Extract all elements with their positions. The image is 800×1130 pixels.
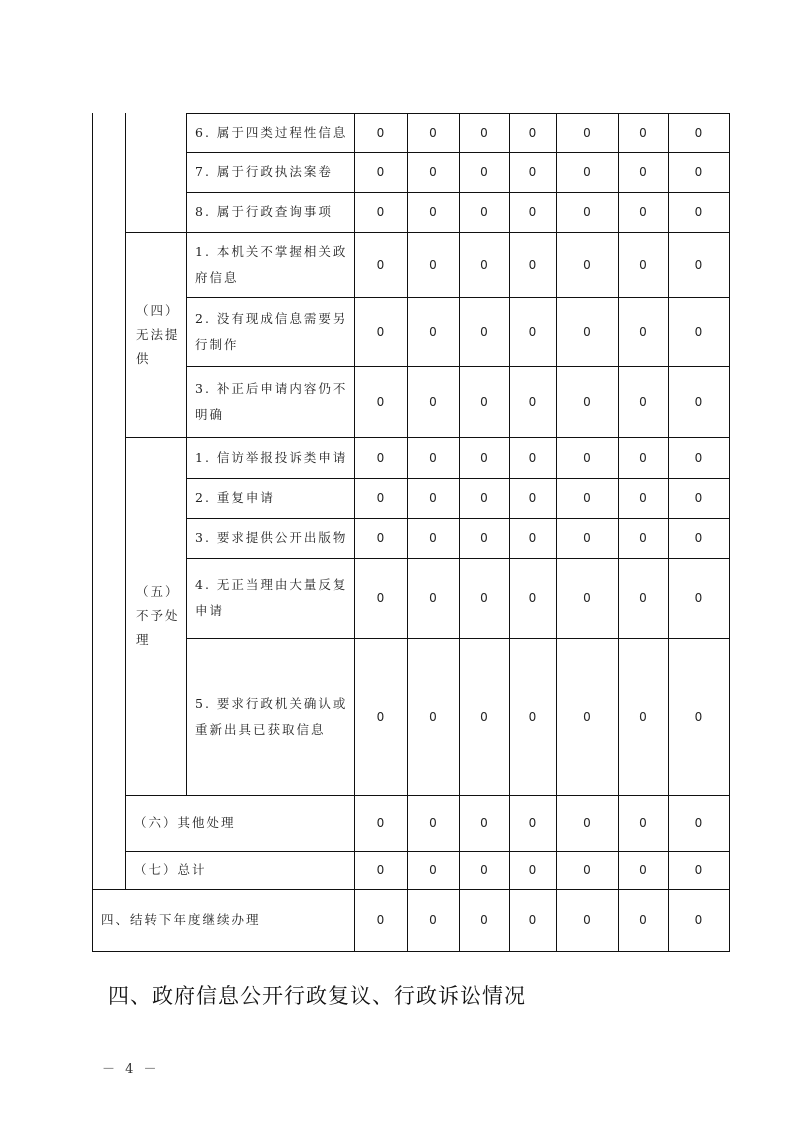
row-border [186, 297, 730, 298]
value-cell: 0 [429, 591, 437, 605]
value-cell: 0 [694, 324, 703, 339]
value-cell: 0 [583, 165, 591, 179]
value-cell: 0 [528, 394, 537, 409]
category-label-line: 无法提 [136, 326, 180, 342]
category-label-line: 不予处 [136, 608, 180, 623]
value-cell: 0 [429, 709, 437, 724]
value-cell: 0 [480, 165, 488, 179]
value-cell: 0 [429, 863, 437, 877]
row-border [186, 638, 730, 639]
value-cell: 0 [528, 531, 537, 545]
value-cell: 0 [429, 165, 437, 179]
row-label: 7. 属于行政执法案卷 [195, 164, 333, 179]
value-cell: 0 [429, 205, 437, 219]
value-cell: 0 [694, 257, 703, 272]
value-cell: 0 [583, 491, 591, 505]
column-border [407, 113, 408, 952]
value-cell: 0 [639, 591, 647, 605]
value-cell: 0 [528, 205, 537, 219]
value-cell: 0 [639, 257, 647, 272]
value-cell: 0 [694, 394, 703, 409]
value-cell: 0 [639, 394, 647, 409]
category-label-line: （四） [136, 302, 180, 318]
value-cell: 0 [376, 125, 385, 140]
value-cell: 0 [376, 863, 385, 877]
value-cell: 0 [376, 165, 385, 179]
value-cell: 0 [376, 591, 385, 605]
row-border [186, 478, 730, 479]
value-cell: 0 [639, 913, 647, 927]
page-number: － 4 － [102, 1062, 160, 1077]
value-cell: 0 [528, 709, 537, 724]
value-cell: 0 [694, 205, 703, 219]
row-label: （六）其他处理 [134, 815, 236, 830]
value-cell: 0 [528, 913, 537, 927]
row-label: 8. 属于行政查询事项 [195, 204, 333, 219]
value-cell: 0 [429, 257, 437, 272]
value-cell: 0 [583, 125, 591, 140]
row-label: 四、结转下年度继续办理 [101, 912, 261, 927]
row-label: 3. 要求提供公开出版物 [195, 530, 348, 545]
row-label: （七）总计 [134, 862, 207, 877]
value-cell: 0 [694, 450, 703, 465]
column-border [729, 113, 730, 952]
value-cell: 0 [639, 165, 647, 179]
column-border [509, 113, 510, 952]
value-cell: 0 [639, 863, 647, 877]
value-cell: 0 [528, 257, 537, 272]
value-cell: 0 [480, 125, 488, 140]
value-cell: 0 [480, 591, 488, 605]
value-cell: 0 [480, 257, 488, 272]
category-label-line: （五） [136, 584, 180, 599]
outer-left-border [92, 113, 93, 952]
value-cell: 0 [583, 394, 591, 409]
value-cell: 0 [639, 816, 647, 830]
row-border [186, 152, 730, 153]
column-border [618, 113, 619, 952]
value-cell: 0 [694, 591, 703, 605]
column-border [459, 113, 460, 952]
row-label: 6. 属于四类过程性信息 [195, 124, 348, 140]
value-cell: 0 [528, 863, 537, 877]
value-cell: 0 [583, 531, 591, 545]
value-cell: 0 [429, 816, 437, 830]
row-label: 4. 无正当理由大量反复申请 [195, 577, 348, 618]
value-cell: 0 [528, 165, 537, 179]
value-cell: 0 [639, 205, 647, 219]
value-cell: 0 [376, 450, 385, 465]
value-cell: 0 [583, 816, 591, 830]
value-cell: 0 [639, 709, 647, 724]
column-border [354, 113, 355, 952]
row-border [186, 366, 730, 367]
value-cell: 0 [480, 394, 488, 409]
value-cell: 0 [583, 205, 591, 219]
value-cell: 0 [583, 709, 591, 724]
value-cell: 0 [376, 491, 385, 505]
row-label: 1. 本机关不掌握相关政府信息 [195, 243, 348, 285]
row-border [125, 795, 730, 796]
value-cell: 0 [480, 450, 488, 465]
row-label: 3. 补正后申请内容仍不明确 [195, 380, 348, 422]
value-cell: 0 [528, 324, 537, 339]
row-border [92, 889, 730, 890]
value-cell: 0 [429, 913, 437, 927]
value-cell: 0 [480, 863, 488, 877]
value-cell: 0 [429, 531, 437, 545]
row-label: 2. 没有现成信息需要另行制作 [195, 310, 348, 352]
row-label: 5. 要求行政机关确认或重新出具已获取信息 [195, 695, 348, 737]
value-cell: 0 [429, 491, 437, 505]
category-cannot-provide [126, 232, 186, 437]
value-cell: 0 [583, 450, 591, 465]
value-cell: 0 [480, 205, 488, 219]
value-cell: 0 [376, 257, 385, 272]
row-border [186, 558, 730, 559]
value-cell: 0 [480, 913, 488, 927]
value-cell: 0 [429, 324, 437, 339]
row-border [186, 518, 730, 519]
value-cell: 0 [528, 591, 537, 605]
value-cell: 0 [694, 531, 703, 545]
row-label: 1. 信访举报投诉类申请 [195, 449, 348, 465]
category-label-line: 供 [136, 350, 151, 366]
value-cell: 0 [429, 394, 437, 409]
column-border [668, 113, 669, 952]
column-border [556, 113, 557, 952]
value-cell: 0 [480, 324, 488, 339]
value-cell: 0 [376, 531, 385, 545]
value-cell: 0 [480, 491, 488, 505]
row-border [92, 951, 730, 952]
value-cell: 0 [429, 450, 437, 465]
category-border [125, 113, 126, 889]
value-cell: 0 [528, 491, 537, 505]
value-cell: 0 [583, 863, 591, 877]
category-label-line: 理 [136, 632, 151, 647]
value-cell: 0 [639, 531, 647, 545]
value-cell: 0 [694, 913, 703, 927]
value-cell: 0 [376, 913, 385, 927]
category-not-processed [126, 437, 186, 795]
row-label: 2. 重复申请 [195, 490, 275, 505]
value-cell: 0 [376, 709, 385, 724]
value-cell: 0 [480, 709, 488, 724]
value-cell: 0 [376, 324, 385, 339]
value-cell: 0 [583, 591, 591, 605]
row-border [125, 232, 730, 233]
value-cell: 0 [694, 816, 703, 830]
subcategory-border [186, 113, 187, 795]
value-cell: 0 [694, 491, 703, 505]
row-border [186, 192, 730, 193]
row-border [125, 851, 730, 852]
section-heading: 四、政府信息公开行政复议、行政诉讼情况 [108, 984, 526, 1008]
value-cell: 0 [376, 205, 385, 219]
value-cell: 0 [694, 863, 703, 877]
row-border [125, 437, 730, 438]
value-cell: 0 [528, 816, 537, 830]
value-cell: 0 [694, 165, 703, 179]
row-border [186, 113, 730, 114]
value-cell: 0 [480, 531, 488, 545]
value-cell: 0 [583, 257, 591, 272]
value-cell: 0 [694, 709, 703, 724]
value-cell: 0 [480, 816, 488, 830]
value-cell: 0 [429, 125, 437, 140]
value-cell: 0 [583, 324, 591, 339]
value-cell: 0 [376, 394, 385, 409]
value-cell: 0 [528, 125, 537, 140]
value-cell: 0 [639, 125, 647, 140]
value-cell: 0 [639, 450, 647, 465]
value-cell: 0 [583, 913, 591, 927]
value-cell: 0 [528, 450, 537, 465]
value-cell: 0 [694, 125, 703, 140]
value-cell: 0 [639, 324, 647, 339]
value-cell: 0 [376, 816, 385, 830]
value-cell: 0 [639, 491, 647, 505]
